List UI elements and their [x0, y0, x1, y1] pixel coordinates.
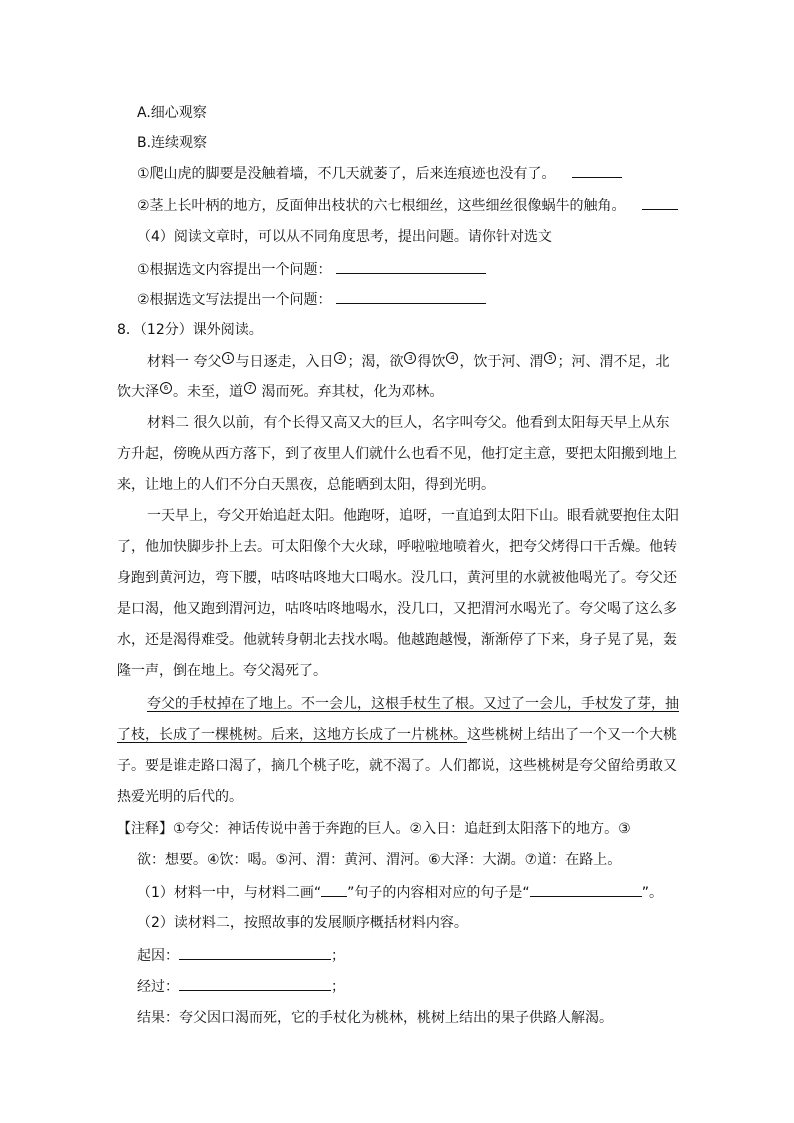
q7-part4-prompt: （4）阅读文章时，可以从不同角度思考，提出问题。请你针对选文: [137, 229, 552, 245]
process-answer-blank[interactable]: [179, 976, 331, 991]
material-2-line-2: 方升起，傍晚从西方落下，到了夜里人们就什么也看不见，他打定主意，要把太阳搬到地上: [117, 446, 677, 462]
paragraph-3-line-3: 子。要是谁走路口渴了，摘几个桃子吃，就不渴了。人们都说，这些桃树是夸父留给勇敢又: [117, 758, 677, 774]
q8-header: 8．（12分）课外阅读。: [117, 322, 263, 338]
cause-answer-blank[interactable]: [179, 945, 331, 960]
paragraph-2-line-6: 隆一声，倒在地上。夸父渴死了。: [117, 663, 327, 679]
material-1-seg: 。未至，道: [173, 384, 243, 400]
annotation-line-2: 欲：想要。④饮：喝。⑤河、渭：黄河、渭河。⑥大泽：大湖。⑦道：在路上。: [137, 852, 622, 868]
underlined-sentence: 了枝，长成了一棵桃树。后来，这地方长成了一片桃林。: [117, 727, 467, 743]
q7-part4-item2-blank[interactable]: [336, 289, 486, 304]
process-semicolon: ；: [331, 979, 345, 995]
paragraph-2-line-5: 水，还是渴得难受。他就转身朝北去找水喝。他越跑越慢，渐渐停了下来，身子晃了晃，轰: [117, 632, 677, 648]
paragraph-3-line-4: 热爱光明的后代的。: [117, 789, 243, 805]
note-marker-7: 7: [244, 382, 256, 394]
paragraph-3-line-2-rest: 这些桃树上结出了一个又一个大桃: [467, 727, 677, 743]
paragraph-2-line-3: 身跑到黄河边，弯下腰，咕咚咕咚地大口喝水。没几口，黄河里的水就被他喝光了。夸父还: [117, 570, 677, 586]
q7-part4-item1: [137, 259, 486, 280]
process-row: [137, 976, 345, 997]
q7-part4-item2: [137, 289, 486, 310]
material-1-seg: 材料一 夸父: [147, 354, 222, 370]
sentence-1-answer-blank[interactable]: [572, 163, 622, 178]
result-row: [137, 1008, 613, 1028]
q8-part1-text-c: ”。: [641, 885, 663, 901]
material-1-seg: ，饮于河、渭: [459, 354, 544, 370]
process-label: 经过：: [137, 979, 179, 995]
result-label: 结果：: [137, 1010, 179, 1026]
material-1-line-1: [147, 352, 669, 372]
paragraph-2-line-1: 一天早上，夸父开始追赶太阳。他跑呀，追呀，一直追到太阳下山。眼看就要抱住太阳: [147, 508, 679, 524]
cause-semicolon: ；: [331, 948, 345, 964]
note-marker-1: 1: [222, 352, 234, 364]
q8-part1-answer-blank[interactable]: [530, 882, 642, 897]
paragraph-3-line-2: [117, 725, 677, 745]
paragraph-2-line-2: 了，他加快脚步扑上去。可太阳像个大火球，呼啦啦地喷着火，把夸父烤得口干舌燥。他转: [117, 539, 677, 555]
cause-label: 起因：: [137, 948, 179, 964]
q7-part4-item1-blank[interactable]: [336, 259, 486, 274]
sentence-1: [137, 163, 622, 184]
q8-part1-text-b: ”句子的内容相对应的句子是“: [347, 885, 530, 901]
material-1-seg: ；渴，欲: [347, 354, 404, 370]
sentence-1-text: ①爬山虎的脚要是没触着墙，不几天就萎了，后来连痕迹也没有了。: [137, 166, 556, 182]
material-1-seg: 饮大泽: [117, 384, 159, 400]
note-marker-4: 4: [446, 352, 458, 364]
material-1-seg: ；河、渭不足，北: [557, 354, 670, 370]
material-2-line-3: 来，让地上的人们不分白天黑夜，总能晒到太阳，得到光明。: [117, 477, 495, 493]
annotation-line-1: 【注释】①夸父：神话传说中善于奔跑的巨人。②入日：追赶到太阳落下的地方。③: [117, 821, 631, 837]
q8-part2-prompt: （2）读材料二，按照故事的发展顺序概括材料内容。: [137, 915, 468, 931]
sentence-2-answer-blank[interactable]: [642, 195, 678, 210]
option-b: B.连续观察: [137, 135, 208, 151]
option-a: A.细心观察: [137, 105, 207, 121]
sentence-2: [137, 195, 678, 216]
result-text: 夸父因口渴而死，它的手杖化为桃林，桃树上结出的果子供路人解渴。: [179, 1010, 613, 1026]
sentence-2-text: ②茎上长叶柄的地方，反面伸出枝状的六七根细丝，这些细丝很像蜗牛的触角。: [137, 198, 626, 214]
material-2-line-1: 材料二 很久以前，有个长得又高又大的巨人，名字叫夸父。他看到太阳每天早上从东: [147, 415, 670, 431]
note-marker-3: 3: [404, 352, 416, 364]
q7-part4-item1-label: ①根据选文内容提出一个问题：: [137, 262, 332, 278]
q8-part1-text-a: （1）材料一中，与材料二画“: [137, 885, 322, 901]
q7-part4-item2-label: ②根据选文写法提出一个问题：: [137, 292, 332, 308]
paragraph-3-line-1: 夸父的手杖掉在了地上。不一会儿，这根手杖生了根。又过了一会儿，手杖发了芽，抽: [147, 696, 679, 712]
note-marker-2: 2: [334, 352, 346, 364]
q8-part1-blank-short[interactable]: [321, 882, 347, 897]
note-marker-6: 6: [160, 382, 172, 394]
cause-row: [137, 945, 345, 966]
material-1-seg: 渴而死。弃其杖，化为邓林。: [257, 384, 444, 400]
note-marker-5: 5: [544, 352, 556, 364]
material-1-seg: 得饮: [417, 354, 446, 370]
q8-part1: [137, 882, 663, 903]
paragraph-2-line-4: 是口渴，他又跑到渭河边，咕咚咕咚地喝水，没几口，又把渭河水喝光了。夸父喝了这么多: [117, 601, 677, 617]
material-1-line-2: [117, 382, 443, 402]
material-1-seg: 与日逐走，入日: [235, 354, 334, 370]
